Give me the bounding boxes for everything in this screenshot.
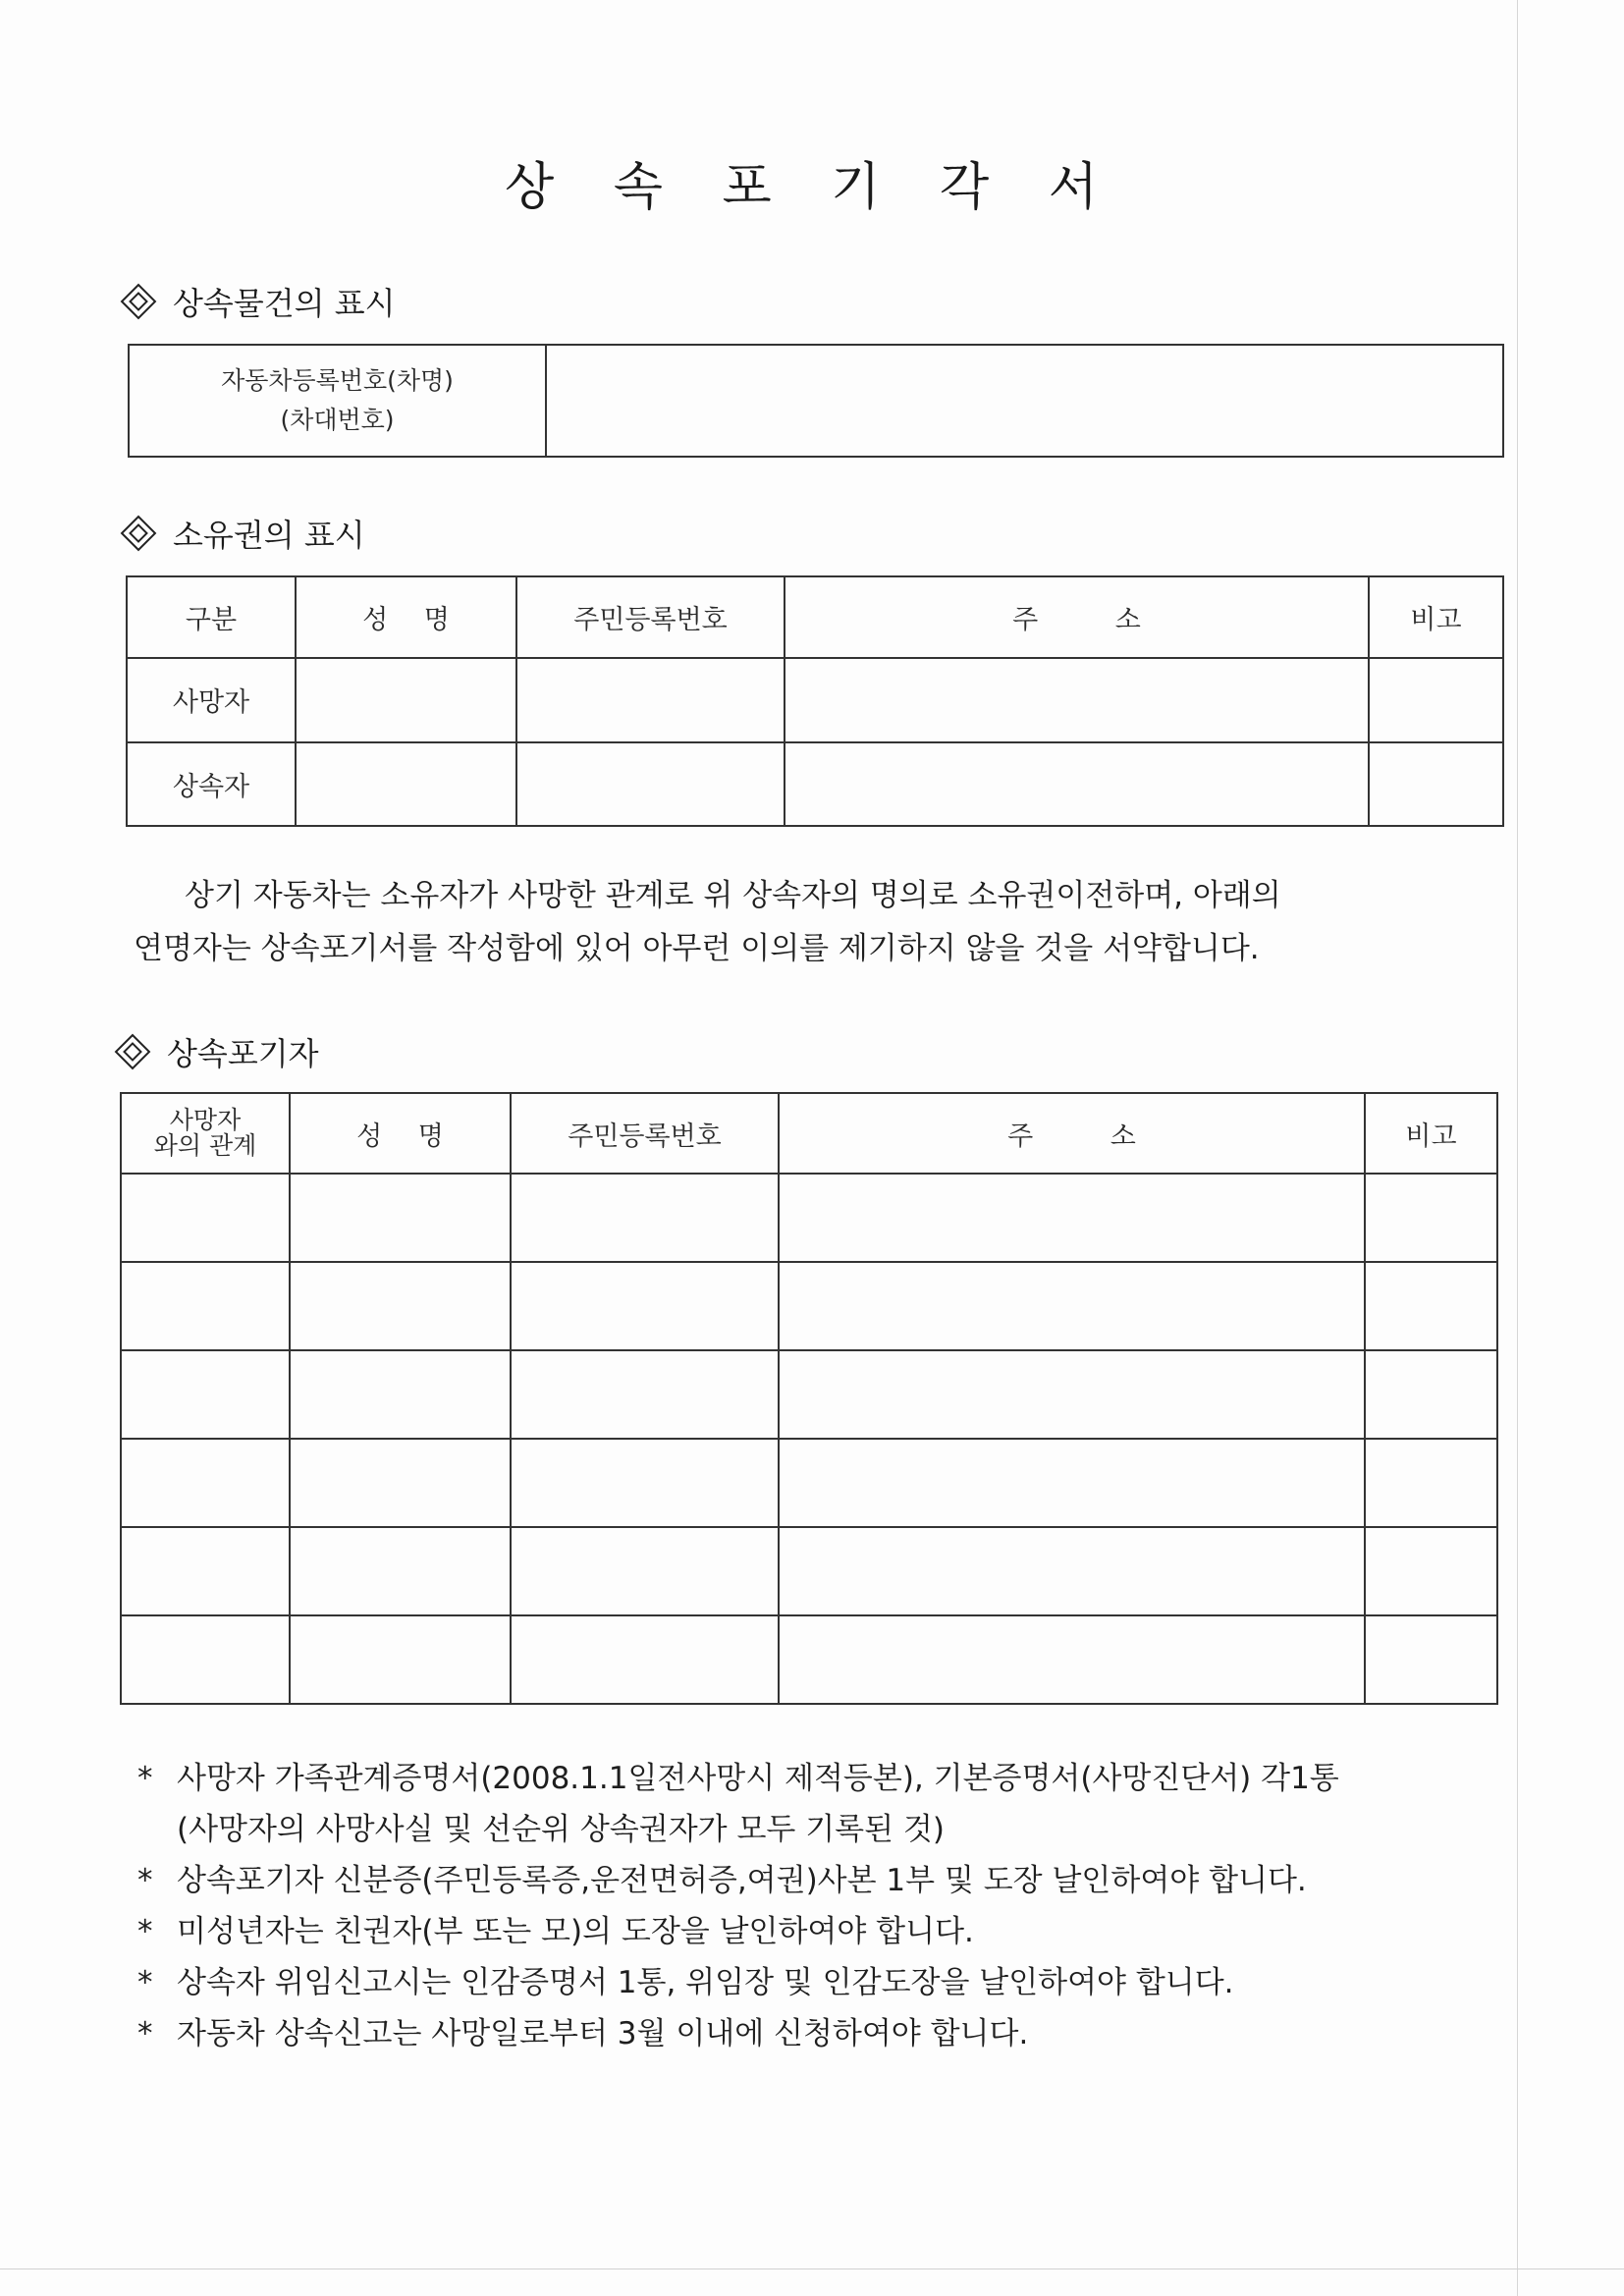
remarks-cell[interactable]	[1365, 1527, 1497, 1615]
list-item	[137, 1906, 1492, 1957]
ownership-header-row	[127, 576, 1503, 658]
renunciation-table	[120, 1092, 1498, 1705]
header-category: 구분	[127, 576, 296, 658]
remarks-cell[interactable]	[1365, 1615, 1497, 1704]
heir-resident-number-cell[interactable]	[516, 742, 785, 826]
table-row	[127, 742, 1503, 826]
deceased-name-cell[interactable]	[296, 658, 516, 741]
remarks-cell[interactable]	[1365, 1174, 1497, 1262]
statement-paragraph	[134, 869, 1465, 975]
table-row	[121, 1527, 1497, 1615]
property-label-cell	[129, 345, 546, 457]
list-item	[137, 1753, 1492, 1804]
header-name: 성 명	[296, 576, 516, 658]
header-remarks: 비고	[1369, 576, 1503, 658]
table-row	[121, 1174, 1497, 1262]
table-row	[121, 1439, 1497, 1527]
note-marker: *	[137, 1863, 153, 1898]
note-marker: *	[137, 1965, 153, 2000]
name-cell[interactable]	[290, 1439, 511, 1527]
note-text: 상속포기자 신분증(주민등록증,운전면허증,여권)사본 1부 및 도장 날인하여야 합니다.	[177, 1863, 1307, 1898]
row-label-heir: 상속자	[127, 742, 296, 826]
resident-number-cell[interactable]	[511, 1350, 779, 1439]
resident-number-cell[interactable]	[511, 1174, 779, 1262]
deceased-address-cell[interactable]	[785, 658, 1369, 741]
diamond-bullet-icon	[115, 1034, 151, 1070]
address-cell[interactable]	[779, 1439, 1365, 1527]
relation-cell[interactable]	[121, 1527, 290, 1615]
address-cell[interactable]	[779, 1262, 1365, 1350]
deceased-remarks-cell[interactable]	[1369, 658, 1503, 741]
note-text: 자동차 상속신고는 사망일로부터 3월 이내에 신청하여야 합니다.	[177, 2016, 1029, 2051]
list-item	[137, 1957, 1492, 2008]
note-text: 사망자 가족관계증명서(2008.1.1일전사망시 제적등본), 기본증명서(사망진단서) 각1통	[177, 1761, 1339, 1796]
name-cell[interactable]	[290, 1350, 511, 1439]
note-marker: *	[137, 1761, 153, 1796]
header-relation-line2: 와의 관계	[153, 1131, 257, 1160]
ownership-table	[126, 575, 1504, 827]
section-heading-text: 소유권의 표시	[173, 517, 365, 554]
address-cell[interactable]	[779, 1615, 1365, 1704]
section-heading-ownership	[126, 511, 365, 556]
remarks-cell[interactable]	[1365, 1262, 1497, 1350]
header-relation-line1: 사망자	[169, 1106, 242, 1134]
header-resident-number: 주민등록번호	[516, 576, 785, 658]
note-text: 상속자 위임신고시는 인감증명서 1통, 위임장 및 인감도장을 날인하여야 합니다.	[177, 1965, 1234, 2000]
header-resident-number: 주민등록번호	[511, 1093, 779, 1174]
section-heading-property	[126, 279, 396, 324]
header-remarks: 비고	[1365, 1093, 1497, 1174]
name-cell[interactable]	[290, 1262, 511, 1350]
relation-cell[interactable]	[121, 1350, 290, 1439]
list-item	[137, 1855, 1492, 1906]
name-cell[interactable]	[290, 1527, 511, 1615]
remarks-cell[interactable]	[1365, 1439, 1497, 1527]
list-item	[137, 2008, 1492, 2059]
resident-number-cell[interactable]	[511, 1527, 779, 1615]
document-title: 상 속 포 기 각 서	[504, 158, 1120, 217]
header-address: 주 소	[779, 1093, 1365, 1174]
table-row	[127, 658, 1503, 741]
name-cell[interactable]	[290, 1615, 511, 1704]
note-text: 미성년자는 친권자(부 또는 모)의 도장을 날인하여야 합니다.	[177, 1914, 974, 1949]
address-cell[interactable]	[779, 1174, 1365, 1262]
table-row	[121, 1350, 1497, 1439]
relation-cell[interactable]	[121, 1439, 290, 1527]
heir-remarks-cell[interactable]	[1369, 742, 1503, 826]
heir-address-cell[interactable]	[785, 742, 1369, 826]
property-label-line1: 자동차등록번호(차명)	[221, 366, 454, 395]
relation-cell[interactable]	[121, 1262, 290, 1350]
name-cell[interactable]	[290, 1174, 511, 1262]
notes-list	[137, 1753, 1492, 2059]
resident-number-cell[interactable]	[511, 1439, 779, 1527]
address-cell[interactable]	[779, 1350, 1365, 1439]
statement-line1: 상기 자동차는 소유자가 사망한 관계로 위 상속자의 명의로 소유권이전하며, 아래의	[185, 878, 1281, 913]
remarks-cell[interactable]	[1365, 1350, 1497, 1439]
diamond-bullet-icon	[121, 516, 157, 552]
deceased-resident-number-cell[interactable]	[516, 658, 785, 741]
header-relation	[121, 1093, 290, 1174]
scan-edge	[1517, 0, 1518, 2296]
table-row	[121, 1262, 1497, 1350]
note-continuation: (사망자의 사망사실 및 선순위 상속권자가 모두 기록된 것)	[177, 1812, 945, 1847]
property-table	[128, 344, 1504, 458]
heir-name-cell[interactable]	[296, 742, 516, 826]
section-heading-renunciation	[120, 1029, 319, 1074]
property-label-line2: (차대번호)	[280, 406, 395, 434]
header-address: 주 소	[785, 576, 1369, 658]
row-label-deceased: 사망자	[127, 658, 296, 741]
relation-cell[interactable]	[121, 1615, 290, 1704]
section-heading-text: 상속포기자	[167, 1035, 319, 1072]
resident-number-cell[interactable]	[511, 1262, 779, 1350]
section-heading-text: 상속물건의 표시	[173, 285, 396, 322]
note-marker: *	[137, 1914, 153, 1949]
relation-cell[interactable]	[121, 1174, 290, 1262]
address-cell[interactable]	[779, 1527, 1365, 1615]
property-value-cell[interactable]	[546, 345, 1503, 457]
diamond-bullet-icon	[121, 284, 157, 320]
table-row	[121, 1615, 1497, 1704]
header-name: 성 명	[290, 1093, 511, 1174]
note-marker: *	[137, 2016, 153, 2051]
resident-number-cell[interactable]	[511, 1615, 779, 1704]
renunciation-header-row	[121, 1093, 1497, 1174]
statement-line2: 연명자는 상속포기서를 작성함에 있어 아무런 이의를 제기하지 않을 것을 서약합니다.	[134, 931, 1260, 966]
